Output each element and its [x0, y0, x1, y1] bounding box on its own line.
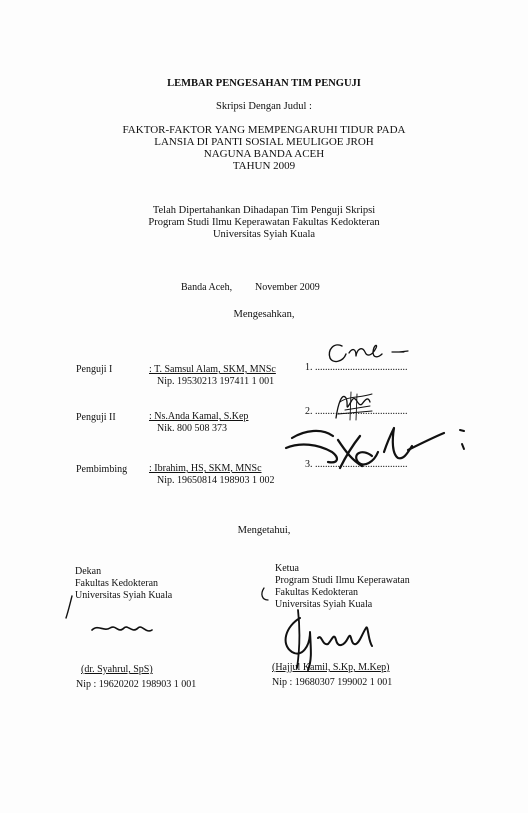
examiner-2-id: Nik. 800 508 373 — [157, 423, 227, 434]
approved-label: Mengesahkan, — [233, 309, 295, 320]
document-title: LEMBAR PENGESAHAN TIM PENGUJI — [167, 78, 361, 89]
dean-university: Universitas Syiah Kuala — [75, 590, 173, 601]
signature-examiner-2 — [336, 392, 372, 420]
examiner-2-sign-line: 2. ..................................... — [305, 406, 408, 417]
acknowledged-label: Mengetahui, — [237, 525, 291, 536]
signature-examiner-1 — [329, 345, 408, 362]
examiner-1-id: Nip. 19530213 197411 1 001 — [157, 376, 275, 387]
thesis-title-line-2: LANSIA DI PANTI SOSIAL MEULIGOE JROH — [154, 136, 374, 148]
examiner-3-role: Pembimbing — [76, 464, 128, 475]
chair-program: Program Studi Ilmu Keperawatan — [275, 575, 410, 586]
examiner-1-name: : T. Samsul Alam, SKM, MNSc — [149, 364, 276, 375]
defended-line-1: Telah Dipertahankan Dihadapan Tim Penguji Skripsi — [152, 205, 376, 216]
thesis-title-line-1: FAKTOR-FAKTOR YANG MEMPENGARUHI TIDUR PADA — [122, 124, 406, 136]
defended-line-2: Program Studi Ilmu Keperawatan Fakultas Kedokteran — [148, 217, 380, 228]
examiner-2-role: Penguji II — [76, 412, 116, 423]
chair-title: Ketua — [275, 563, 299, 574]
examiner-1-role: Penguji I — [76, 364, 113, 375]
date-text: November 2009 — [255, 282, 320, 293]
document-subtitle: Skripsi Dengan Judul : — [216, 101, 312, 112]
dean-title: Dekan — [75, 566, 102, 577]
dean-faculty: Fakultas Kedokteran — [75, 578, 159, 589]
examiner-2-name: : Ns.Anda Kamal, S.Kep — [149, 411, 249, 422]
signature-supervisor — [286, 428, 464, 468]
chair-name: (Hajjul Kamil, S.Kp, M.Kep) — [272, 662, 390, 673]
chair-faculty: Fakultas Kedokteran — [275, 587, 359, 598]
examiner-1-sign-line: 1. ..................................... — [305, 362, 408, 373]
examiner-3-sign-line: 3. ..................................... — [305, 459, 408, 470]
dean-name: (dr. Syahrul, SpS) — [81, 664, 153, 675]
thesis-title-line-4: TAHUN 2009 — [232, 160, 296, 172]
chair-nip: Nip : 19680307 199002 1 001 — [272, 677, 393, 688]
signature-chair — [262, 588, 372, 670]
dean-nip: Nip : 19620202 198903 1 001 — [76, 679, 197, 690]
defended-line-3: Universitas Syiah Kuala — [212, 229, 316, 240]
signature-dean — [66, 596, 152, 631]
place-text: Banda Aceh, — [181, 282, 233, 293]
thesis-title-line-3: NAGUNA BANDA ACEH — [203, 148, 325, 160]
examiner-3-name: : Ibrahim, HS, SKM, MNSc — [149, 463, 262, 474]
examiner-3-id: Nip. 19650814 198903 1 002 — [157, 475, 275, 486]
chair-university: Universitas Syiah Kuala — [275, 599, 373, 610]
